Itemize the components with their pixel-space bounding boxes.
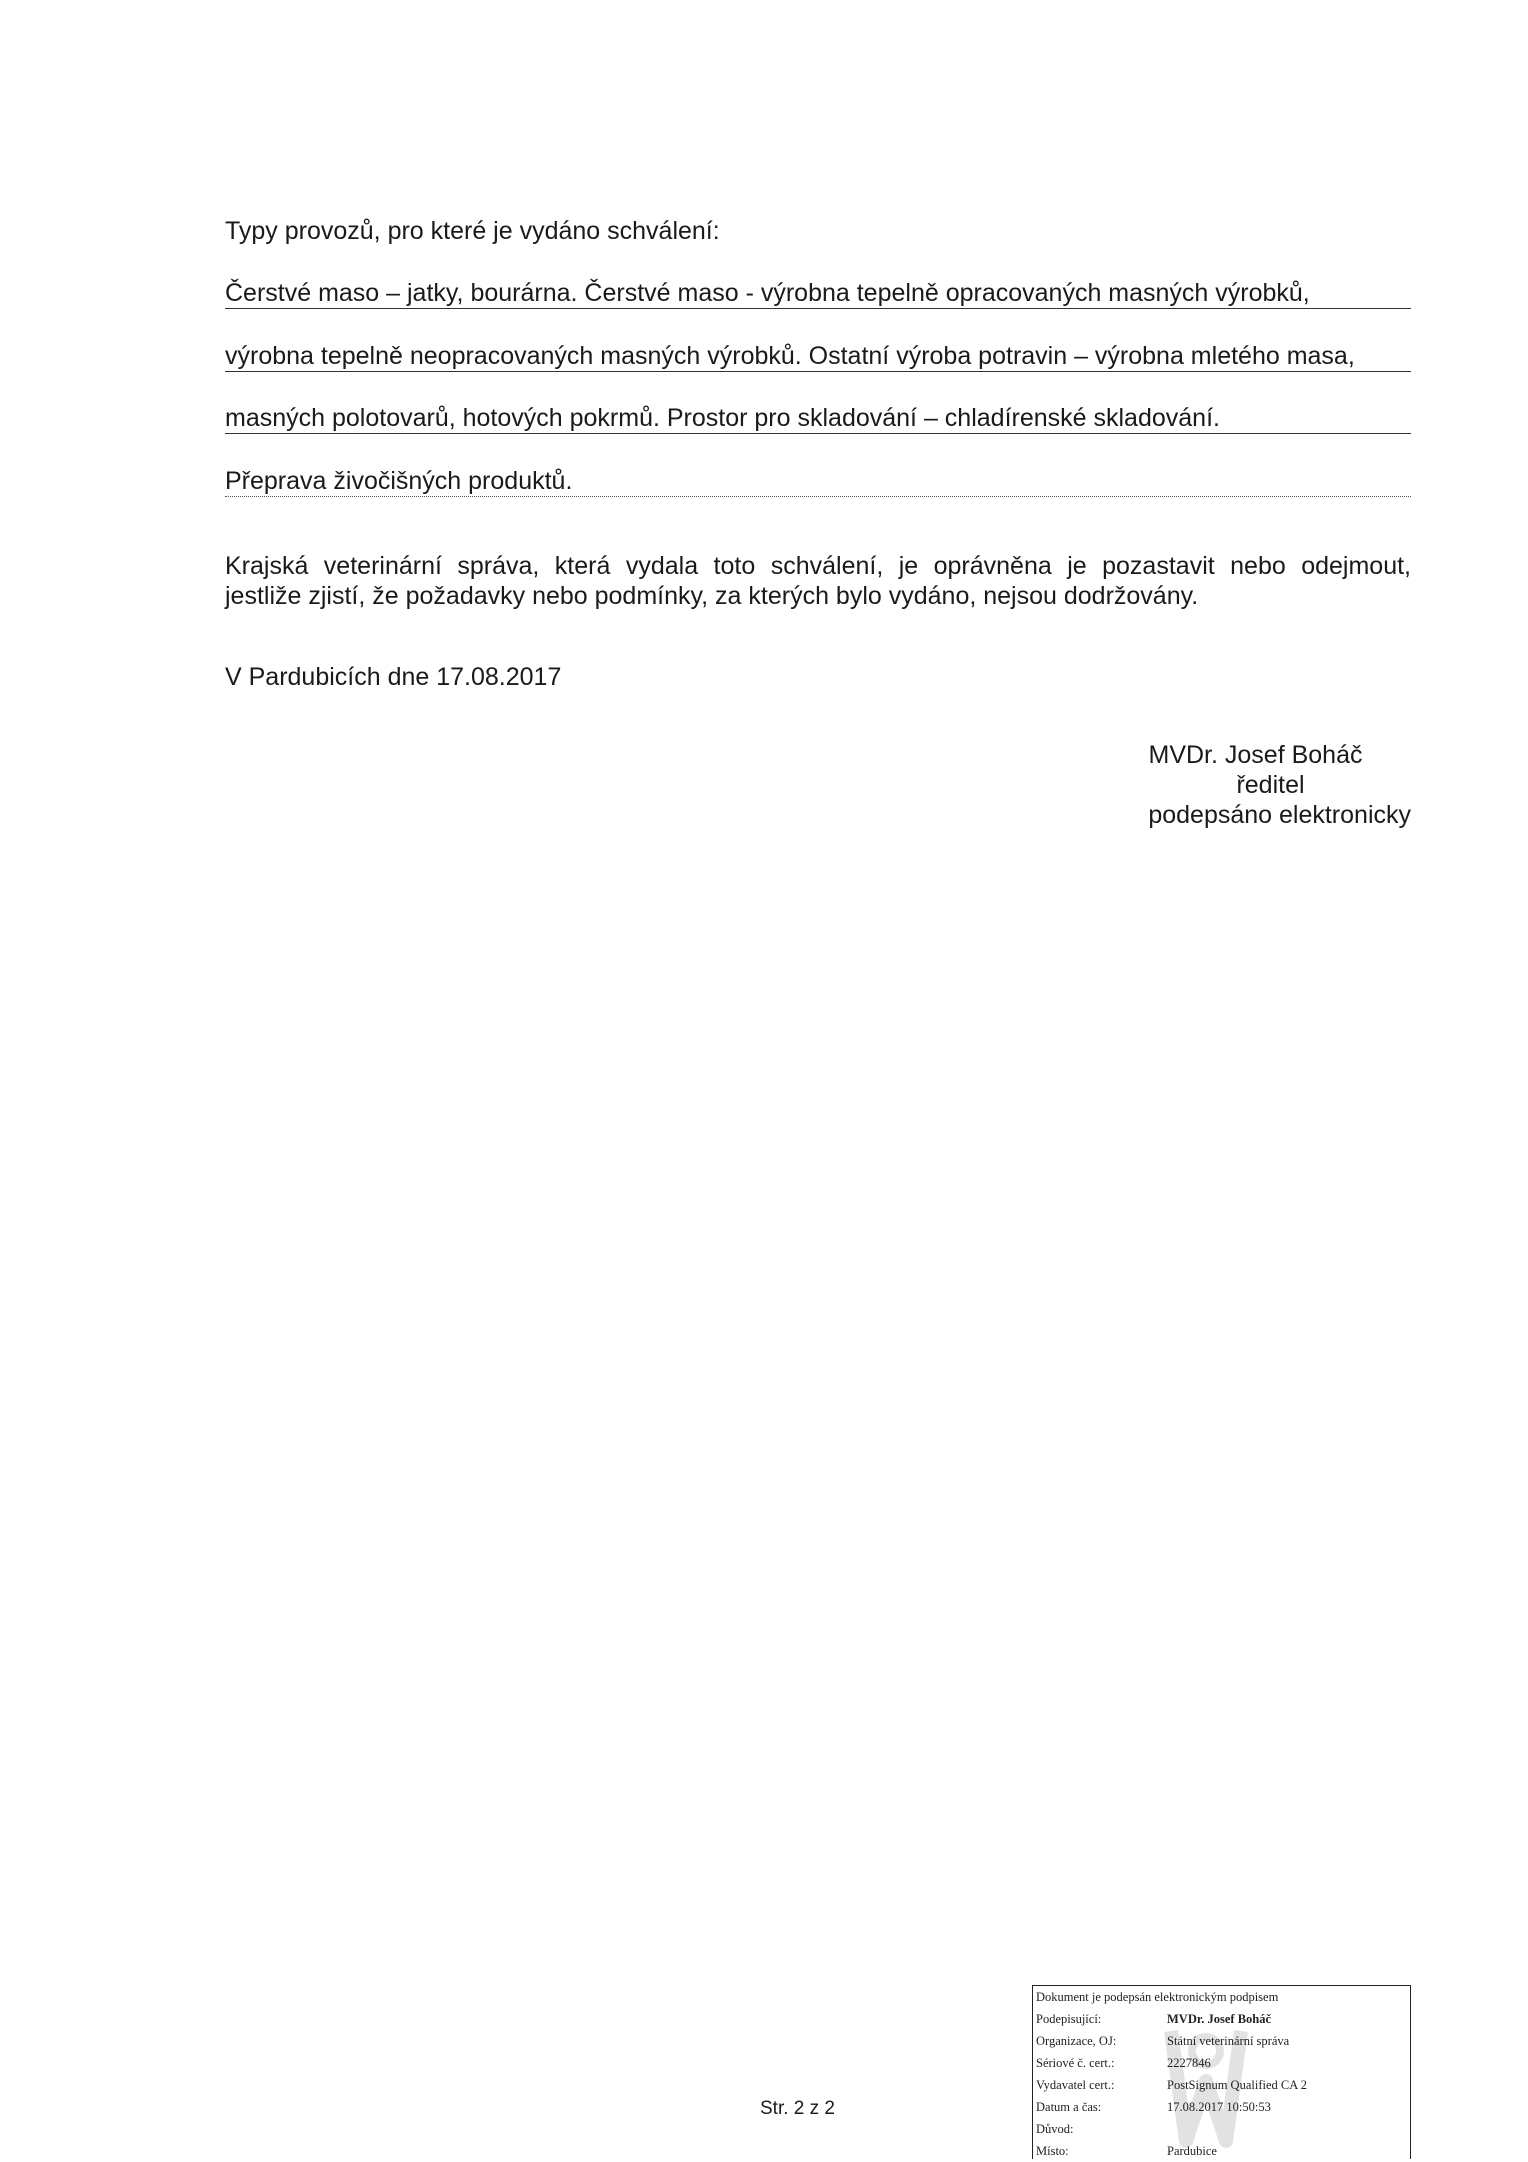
operations-line-4: Přeprava živočišných produktů. bbox=[225, 466, 1411, 497]
stamp-header: Dokument je podepsán elektronickým podpisem bbox=[1036, 1990, 1279, 2004]
notice-line-2: jestliže zjistí, že požadavky nebo podmínky, za kterých bylo vydáno, nejsou dodržovány. bbox=[225, 582, 1199, 610]
operations-line-3: masných polotovarů, hotových pokrmů. Prostor pro skladování – chladírenské skladování. bbox=[225, 403, 1411, 434]
stamp-label: Vydavatel cert.: bbox=[1036, 2078, 1115, 2092]
signatory-title: ředitel bbox=[1236, 771, 1305, 799]
operations-line-2: výrobna tepelně neopracovaných masných výrobků. Ostatní výroba potravin – výrobna mletého masa, bbox=[225, 341, 1411, 372]
stamp-label: Místo: bbox=[1036, 2144, 1069, 2158]
stamp-label: Důvod: bbox=[1036, 2122, 1074, 2136]
notice-paragraph bbox=[225, 551, 1411, 611]
stamp-label: Podepisující: bbox=[1036, 2012, 1102, 2026]
stamp-label: Organizace, OJ: bbox=[1036, 2034, 1117, 2048]
stamp-row-datetime bbox=[1033, 2096, 1410, 2118]
operations-line-1: Čerstvé maso – jatky, bourárna. Čerstvé maso - výrobna tepelně opracovaných masných výrobků, bbox=[225, 278, 1411, 309]
stamp-label: Datum a čas: bbox=[1036, 2100, 1102, 2114]
stamp-value: Pardubice bbox=[1167, 2144, 1217, 2158]
stamp-row-issuer bbox=[1033, 2074, 1410, 2096]
stamp-value: Státní veterinární správa bbox=[1167, 2034, 1290, 2048]
stamp-value: PostSignum Qualified CA 2 bbox=[1167, 2078, 1307, 2092]
stamp-value: 17.08.2017 10:50:53 bbox=[1167, 2100, 1271, 2114]
electronic-signature-stamp bbox=[1032, 1985, 1411, 2159]
stamp-row-reason bbox=[1033, 2118, 1410, 2140]
page-number: Str. 2 z 2 bbox=[760, 2098, 835, 2119]
stamp-row-serial bbox=[1033, 2052, 1410, 2074]
stamp-row-organization bbox=[1033, 2030, 1410, 2052]
notice-line-1: Krajská veterinární správa, která vydala toto schválení, je oprávněna je pozastavit nebo odejmout, bbox=[225, 552, 1411, 580]
stamp-value: 2227846 bbox=[1167, 2056, 1211, 2070]
operations-heading: Typy provozů, pro které je vydáno schválení: bbox=[225, 217, 720, 245]
signatory-name: MVDr. Josef Boháč bbox=[1148, 741, 1363, 769]
stamp-row-signer bbox=[1033, 2008, 1410, 2030]
stamp-value: MVDr. Josef Boháč bbox=[1167, 2012, 1272, 2026]
stamp-label: Sériové č. cert.: bbox=[1036, 2056, 1115, 2070]
signature-block bbox=[1120, 740, 1411, 830]
signature-note: podepsáno elektronicky bbox=[1148, 801, 1411, 829]
place-date: V Pardubicích dne 17.08.2017 bbox=[225, 663, 562, 691]
